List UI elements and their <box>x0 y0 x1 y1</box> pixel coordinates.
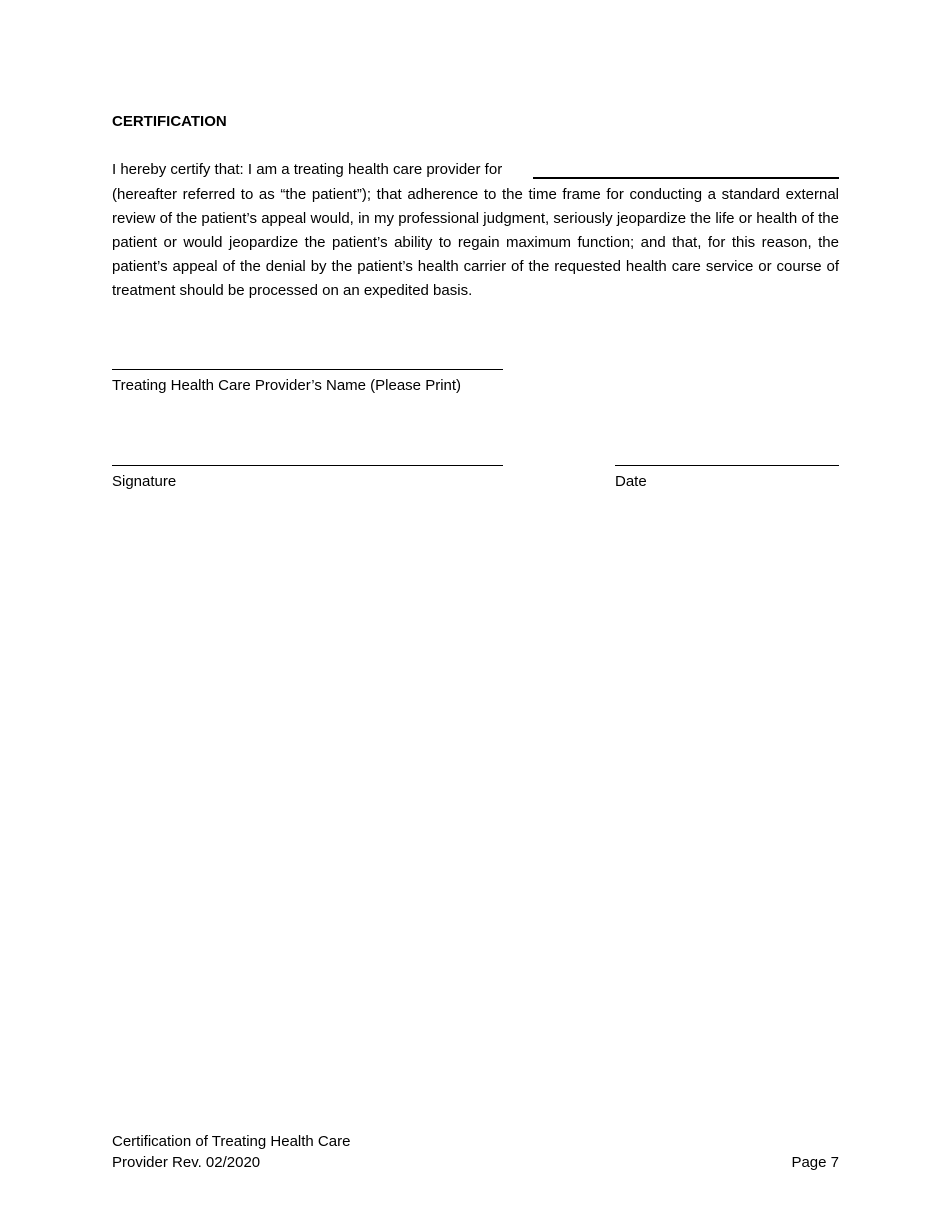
date-line[interactable] <box>615 465 839 466</box>
provider-name-line[interactable] <box>112 369 503 370</box>
provider-name-label: Treating Health Care Provider’s Name (Please Print) <box>112 377 462 394</box>
signature-line[interactable] <box>112 465 503 466</box>
section-heading: CERTIFICATION <box>112 113 227 130</box>
footer-line-2: Provider Rev. 02/2020 <box>112 1154 261 1171</box>
patient-name-blank[interactable] <box>533 177 839 179</box>
certification-intro-text: I hereby certify that: I am a treating health care provider for <box>112 161 503 178</box>
footer-form-title <box>112 1131 350 1173</box>
date-label: Date <box>615 473 647 490</box>
signature-label: Signature <box>112 473 177 490</box>
certification-body-text: (hereafter referred to as “the patient”); that adherence to the time frame for conducting a standard external review of the patient’s appeal would, in my professional judgment, seriously jeopardize the life or health of the patient or would jeopardize the patient’s ability to regain maximum function; and that, for this reason, the patient’s appeal of the denial by the patient’s health carrier of the requested health care service or course of treatment should be processed on an expedited basis. <box>112 186 839 299</box>
footer-line-1: Certification of Treating Health Care <box>112 1133 351 1150</box>
page-number: Page 7 <box>791 1154 839 1171</box>
certification-intro-line <box>112 160 839 180</box>
